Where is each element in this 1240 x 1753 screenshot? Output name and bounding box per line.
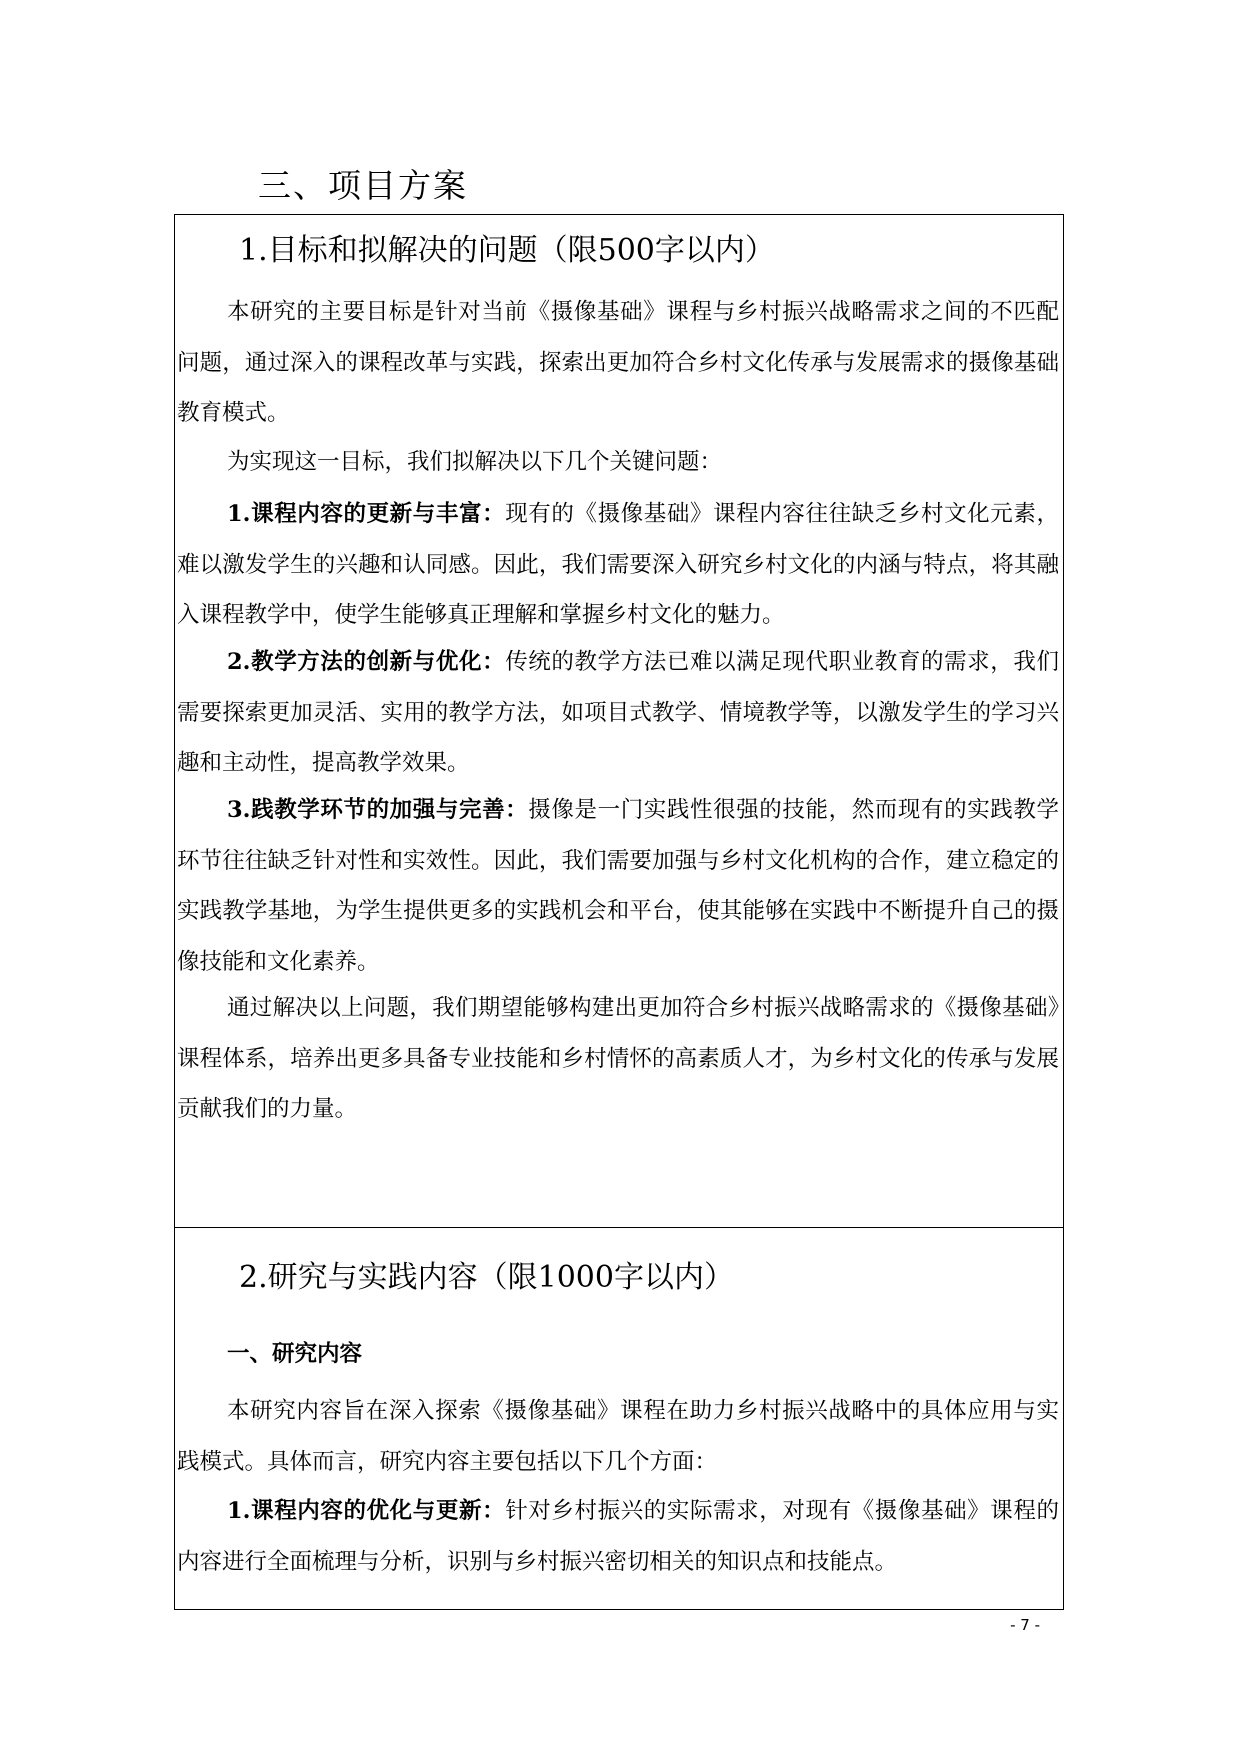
section-1-item-3	[177, 785, 1059, 987]
section-1-title: 1.目标和拟解决的问题（限500字以内）	[239, 233, 775, 268]
item-label: 3.践教学环节的加强与完善：	[227, 797, 529, 823]
item-text: 摄像是一门实践性很强的技能，然而现有的实践教学环节往往缺乏针对性和实效性。因此，我们需要加强与乡村文化机构的合作，建立稳定的实践教学基地，为学生提供更多的实践机会和平台，使其能够在实践中不断提升自己的摄像技能和文化素养。	[177, 797, 1059, 975]
section-1-paragraph-1: 本研究的主要目标是针对当前《摄像基础》课程与乡村振兴战略需求之间的不匹配问题，通过深入的课程改革与实践，探索出更加符合乡村文化传承与发展需求的摄像基础教育模式。	[177, 299, 1059, 426]
section-1-item-2	[177, 637, 1059, 789]
item-label: 1.课程内容的更新与丰富：	[227, 501, 506, 527]
section-1-item-1	[177, 489, 1059, 641]
section-2-paragraph-1: 本研究内容旨在深入探索《摄像基础》课程在助力乡村振兴战略中的具体应用与实践模式。具体而言，研究内容主要包括以下几个方面：	[177, 1398, 1059, 1475]
section-1-paragraph-3: 通过解决以上问题，我们期望能够构建出更加符合乡村振兴战略需求的《摄像基础》课程体系，培养出更多具备专业技能和乡村情怀的高素质人才，为乡村文化的传承与发展贡献我们的力量。	[177, 995, 1059, 1122]
item-label: 1.课程内容的优化与更新：	[227, 1498, 506, 1524]
item-text: 传统的教学方法已难以满足现代职业教育的需求，我们需要探索更加灵活、实用的教学方法，如项目式教学、情境教学等，以激发学生的学习兴趣和主动性，提高教学效果。	[177, 649, 1059, 776]
item-text: 现有的《摄像基础》课程内容往往缺乏乡村文化元素，难以激发学生的兴趣和认同感。因此，我们需要深入研究乡村文化的内涵与特点，将其融入课程教学中，使学生能够真正理解和掌握乡村文化的魅力。	[177, 501, 1059, 628]
section-box-1	[174, 214, 1064, 1228]
section-2-item-1	[177, 1486, 1059, 1587]
item-text: 针对乡村振兴的实际需求，对现有《摄像基础》课程的内容进行全面梳理与分析，识别与乡村振兴密切相关的知识点和技能点。	[177, 1498, 1059, 1575]
page-heading: 三、项目方案	[258, 166, 468, 205]
section-box-2	[174, 1228, 1064, 1610]
section-2-subheading: 一、研究内容	[227, 1341, 363, 1367]
section-2-title: 2.研究与实践内容（限1000字以内）	[239, 1260, 734, 1295]
section-1-paragraph-2: 为实现这一目标，我们拟解决以下几个关键问题：	[227, 449, 723, 475]
page-number: - 7 -	[1010, 1616, 1040, 1634]
item-label: 2.教学方法的创新与优化：	[227, 649, 506, 675]
